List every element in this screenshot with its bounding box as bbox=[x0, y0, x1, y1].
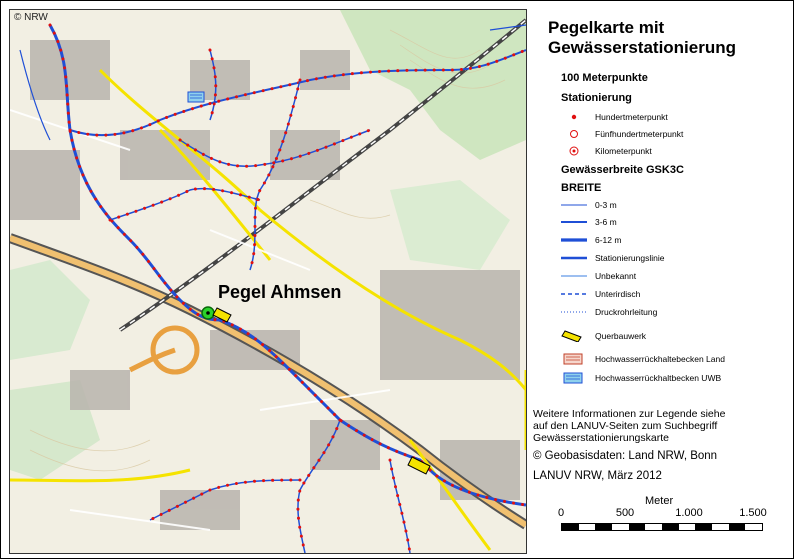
legend-item-hrb-land bbox=[561, 352, 725, 366]
pipe-line-icon bbox=[561, 306, 587, 318]
thick-line-icon bbox=[561, 234, 587, 246]
legend-label: Stationierungslinie bbox=[595, 253, 665, 263]
legend-label: 3-6 m bbox=[595, 217, 617, 227]
legend-title-line2: Gewässerstationierung bbox=[548, 38, 737, 57]
scale-bar bbox=[557, 495, 771, 545]
legend-title-line1: Pegelkarte mit bbox=[548, 18, 665, 37]
legend-label: 6-12 m bbox=[595, 235, 622, 245]
hrb-uwb-icon bbox=[561, 372, 587, 384]
info-line: Weitere Informationen zur Legende siehe bbox=[533, 408, 726, 420]
info-line: Gewässerstationierungskarte bbox=[533, 432, 669, 444]
legend-item-hundertmeterpunkt bbox=[561, 110, 668, 124]
scale-bar-segments bbox=[561, 523, 763, 531]
legend-label: Unterirdisch bbox=[595, 289, 641, 299]
red-ring-icon bbox=[561, 128, 587, 140]
hrb-land-icon bbox=[561, 353, 587, 365]
legend-section-station: Stationierung bbox=[561, 92, 632, 104]
info-line: auf den LANUV-Seiten zum Suchbegriff bbox=[533, 420, 718, 432]
red-target-icon bbox=[561, 145, 587, 157]
station-line-icon bbox=[561, 252, 587, 264]
legend-item-stationierungslinie bbox=[561, 251, 664, 265]
pegel-label: Pegel Ahmsen bbox=[218, 282, 342, 302]
legend-item-width-0-3 bbox=[561, 198, 617, 212]
legend-label: 0-3 m bbox=[595, 200, 617, 210]
scale-unit: Meter bbox=[645, 495, 674, 507]
medium-line-icon bbox=[561, 216, 587, 228]
legend-item-width-6-12 bbox=[561, 233, 621, 247]
legend-section-width: Gewässerbreite GSK3C bbox=[561, 164, 684, 176]
scale-tick-label: 1.000 bbox=[675, 507, 703, 519]
legend-item-fuenfhundertmeterpunkt bbox=[561, 127, 683, 141]
scale-tick-label: 500 bbox=[615, 507, 635, 519]
legend-item-druckrohrleitung bbox=[561, 305, 657, 319]
thin-line-icon bbox=[561, 199, 587, 211]
legend-item-querbauwerk bbox=[561, 329, 646, 343]
legend-label: Hochwasserrückhaltebecken Land bbox=[595, 354, 725, 364]
legend-item-kilometerpunkt bbox=[561, 144, 652, 158]
credit-lanuv: LANUV NRW, März 2012 bbox=[533, 470, 662, 482]
map-panel[interactable] bbox=[9, 9, 527, 554]
legend-section-breite: BREITE bbox=[561, 182, 602, 194]
map-copyright-corner: © NRW bbox=[14, 12, 48, 23]
legend-label: Hochwasserrückhaltbecken UWB bbox=[595, 373, 722, 383]
legend-label: Kilometerpunkt bbox=[595, 146, 652, 156]
legend-label: Hundertmeterpunkt bbox=[595, 112, 668, 122]
querbauwerk-icon bbox=[561, 330, 587, 342]
legend-info bbox=[533, 408, 725, 444]
legend-label: Fünfhundertmeterpunkt bbox=[595, 129, 684, 139]
legend-section-100m: 100 Meterpunkte bbox=[561, 72, 648, 84]
pegel-marker bbox=[202, 307, 214, 319]
legend-label: Querbauwerk bbox=[595, 331, 647, 341]
legend-item-unterirdisch bbox=[561, 287, 640, 301]
red-dot-icon bbox=[561, 111, 587, 123]
dashed-line-icon bbox=[561, 288, 587, 300]
legend-panel bbox=[533, 0, 791, 555]
scale-tick-label: 0 bbox=[557, 507, 565, 519]
legend-item-unbekannt bbox=[561, 269, 636, 283]
legend-label: Unbekannt bbox=[595, 271, 637, 281]
legend-title bbox=[548, 18, 736, 58]
legend-item-hrb-uwb bbox=[561, 371, 721, 385]
legend-item-width-3-6 bbox=[561, 215, 617, 229]
legend-label: Druckrohrleitung bbox=[595, 307, 658, 317]
credit-geobasisdaten: © Geobasisdaten: Land NRW, Bonn bbox=[533, 450, 718, 462]
hrb-uwb-marker bbox=[188, 92, 204, 102]
scale-tick-label: 1.500 bbox=[739, 507, 767, 519]
unknown-line-icon bbox=[561, 270, 587, 282]
